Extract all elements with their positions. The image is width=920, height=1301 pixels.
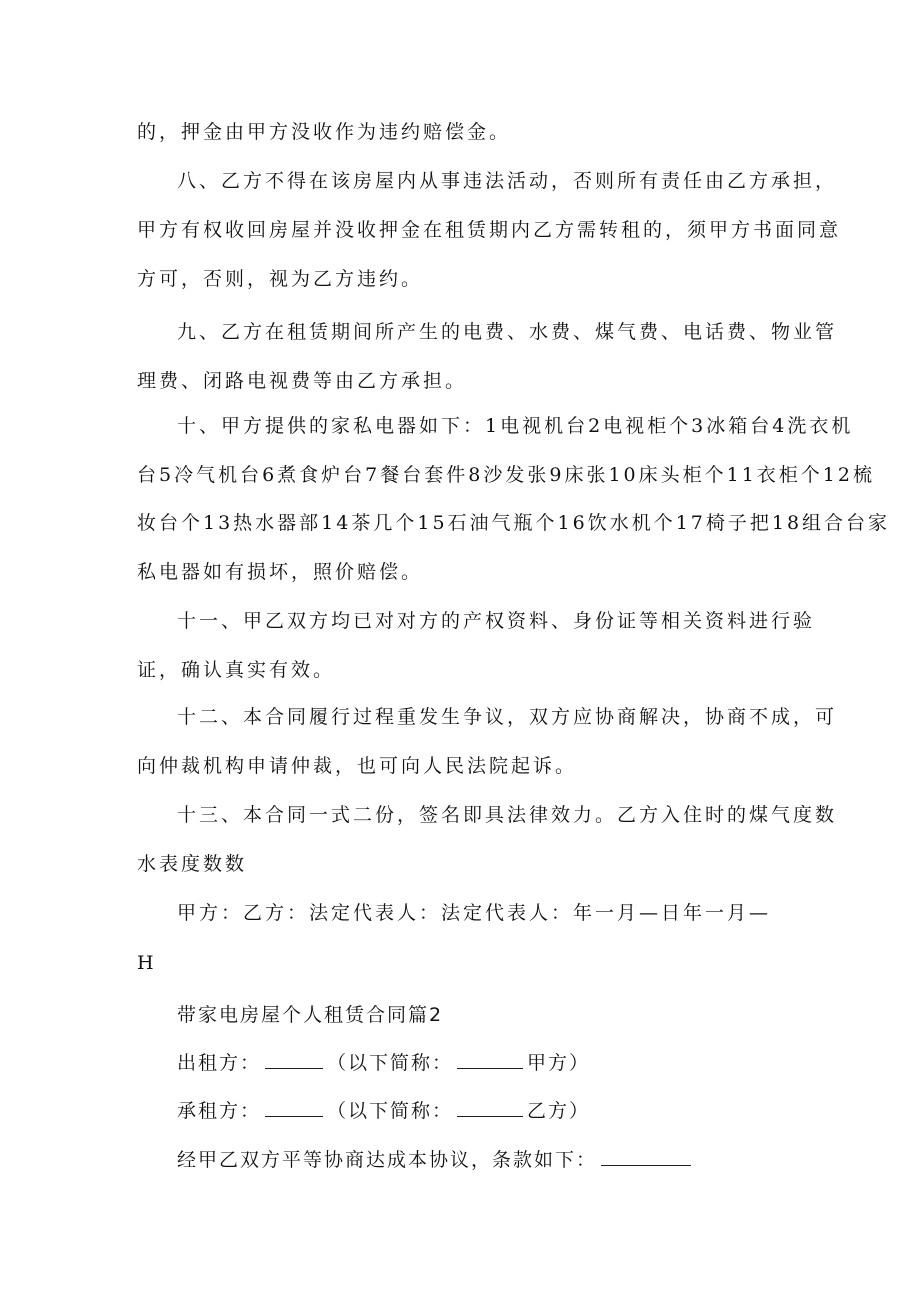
paragraph-line: 十、甲方提供的家私电器如下：1电视机台2电视柜个3冰箱台4洗衣机 xyxy=(177,415,854,437)
agreement-blank[interactable] xyxy=(601,1147,691,1166)
lessee-name-blank[interactable] xyxy=(265,1098,323,1117)
paragraph-line: 十一、甲乙双方均已对对方的产权资料、身份证等相关资料进行验 xyxy=(177,610,816,632)
paragraph-line: 八、乙方不得在该房屋内从事违法活动，否则所有责任由乙方承担， xyxy=(177,170,838,192)
section-title: 带家电房屋个人租赁合同篇2 xyxy=(177,1004,444,1026)
paragraph-line: 的，押金由甲方没收作为违约赔偿金。 xyxy=(137,121,512,143)
lessor-name-blank[interactable] xyxy=(265,1050,323,1069)
paragraph-line: 九、乙方在租赁期间所产生的电费、水费、煤气费、电话费、物业管 xyxy=(177,321,838,343)
lessee-short-blank[interactable] xyxy=(457,1098,523,1117)
paragraph-line: 台5冷气机台6煮食炉台7餐台套件8沙发张9床张10床头柜个11衣柜个12梳 xyxy=(137,464,875,486)
paragraph-line: 证，确认真实有效。 xyxy=(137,659,336,681)
paragraph-line: 水表度数数 xyxy=(137,853,248,875)
lessee-paren-close: 乙方） xyxy=(527,1100,591,1122)
paragraph-line: 妆台个13热水器部14茶几个15石油气瓶个16饮水机个17椅子把18组合台家 xyxy=(137,512,891,534)
stray-character: H xyxy=(137,952,157,974)
paragraph-line: 向仲裁机构申请仲裁，也可向人民法院起诉。 xyxy=(137,755,578,777)
signature-line: 甲方：乙方：法定代表人：法定代表人：年一月—日年一月— xyxy=(177,902,772,924)
paragraph-line: 方可，否则，视为乙方违约。 xyxy=(137,268,424,290)
lessor-paren-open: （以下简称： xyxy=(327,1052,454,1074)
paragraph-line: 十二、本合同履行过程重发生争议，双方应协商解决，协商不成，可 xyxy=(177,706,838,728)
lessee-line xyxy=(177,1098,590,1123)
lessor-label: 出租方： xyxy=(177,1052,262,1074)
agreement-text: 经甲乙双方平等协商达成本协议，条款如下： xyxy=(177,1149,598,1171)
agreement-line xyxy=(177,1147,695,1172)
paragraph-line: 甲方有权收回房屋并没收押金在租赁期内乙方需转租的，须甲方书面同意 xyxy=(137,219,842,241)
lessor-paren-close: 甲方） xyxy=(527,1052,591,1074)
paragraph-line: 私电器如有损坏，照价赔偿。 xyxy=(137,561,424,583)
lessee-label: 承租方： xyxy=(177,1100,262,1122)
lessee-paren-open: （以下简称： xyxy=(327,1100,454,1122)
lessor-short-blank[interactable] xyxy=(457,1050,523,1069)
paragraph-line: 十三、本合同一式二份，签名即具法律效力。乙方入住时的煤气度数 xyxy=(177,804,838,826)
lessor-line xyxy=(177,1050,590,1075)
paragraph-line: 理费、闭路电视费等由乙方承担。 xyxy=(137,370,468,392)
